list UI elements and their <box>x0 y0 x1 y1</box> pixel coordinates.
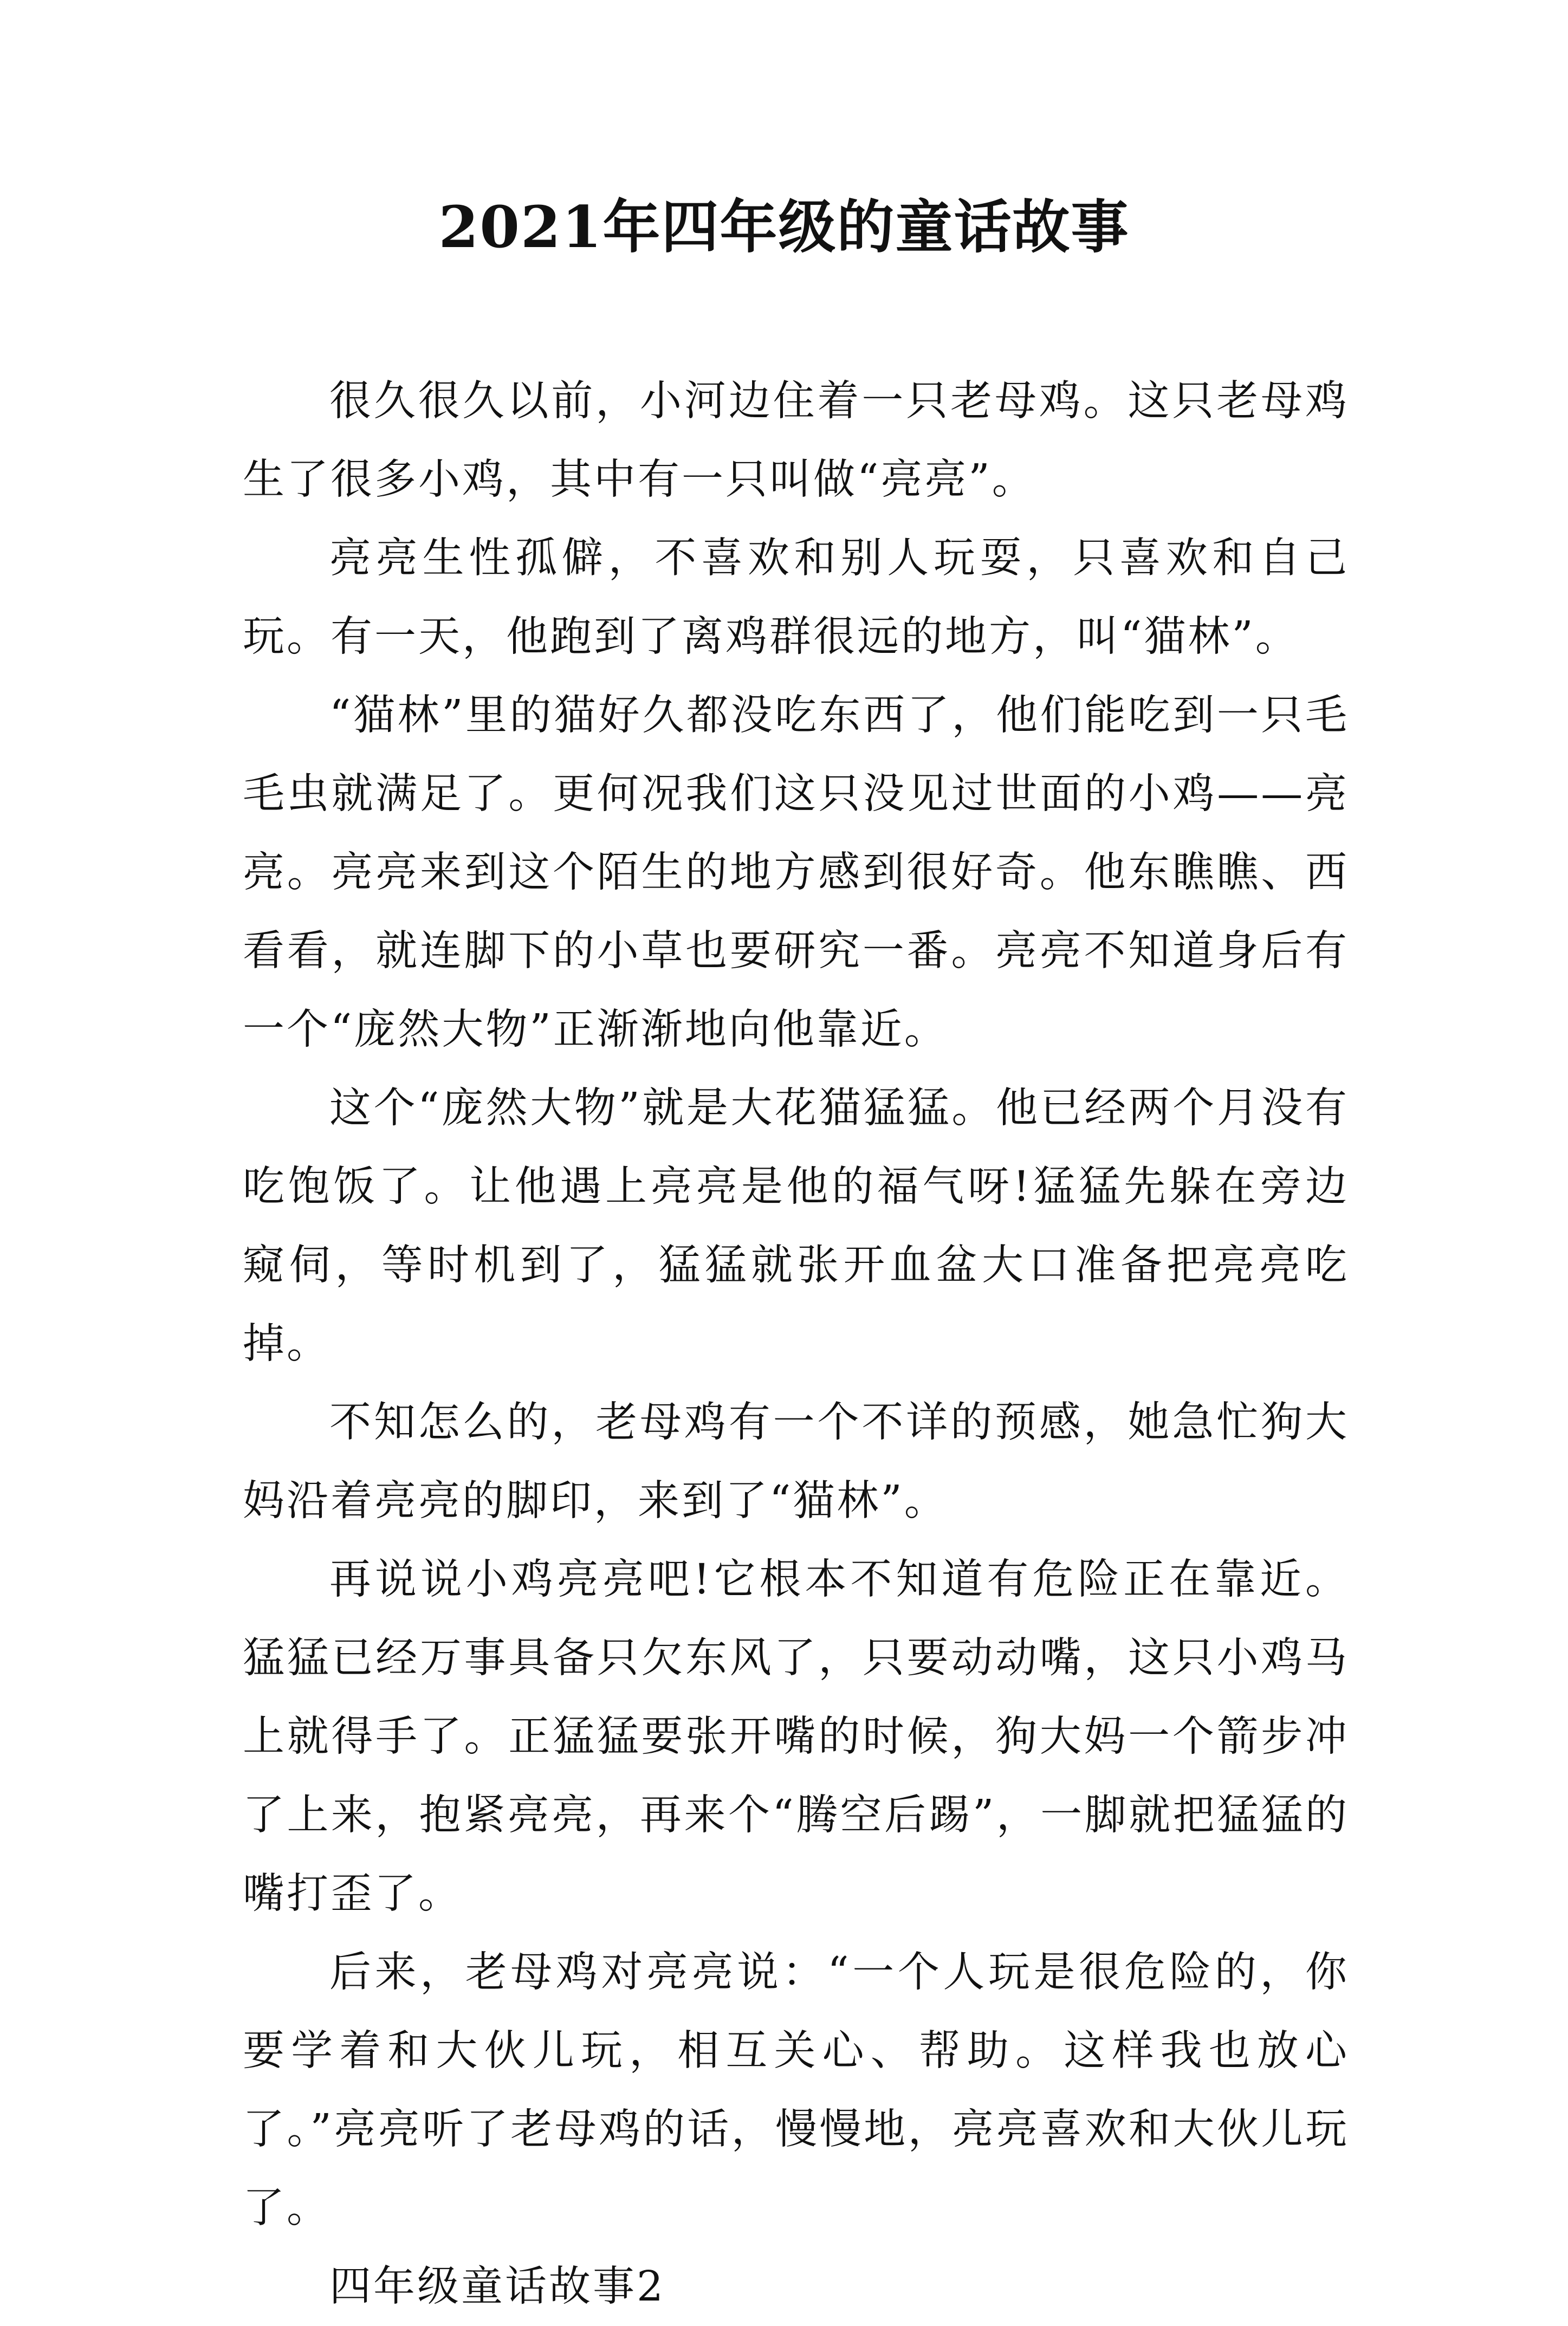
paragraph-3: “猫林”里的猫好久都没吃东西了，他们能吃到一只毛毛虫就满足了。更何况我们这只没见过世面的小鸡——亮亮。亮亮来到这个陌生的地方感到很好奇。他东瞧瞧、西看看，就连脚下的小草也要研究一番。亮亮不知道身后有一个“庞然大物”正渐渐地向他靠近。 <box>243 691 1349 1054</box>
paragraph-5: 不知怎么的，老母鸡有一个不详的预感，她急忙狗大妈沿着亮亮的脚印，来到了“猫林”。 <box>243 1398 1349 1525</box>
paragraph-4: 这个“庞然大物”就是大花猫猛猛。他已经两个月没有吃饱饭了。让他遇上亮亮是他的福气呀!猛猛先躲在旁边窥伺，等时机到了，猛猛就张开血盆大口准备把亮亮吃掉。 <box>243 1084 1349 1368</box>
document-title: 2021年四年级的童话故事 <box>438 193 1130 261</box>
paragraph-6: 再说说小鸡亮亮吧!它根本不知道有危险正在靠近。猛猛已经万事具备只欠东风了，只要动动嘴，这只小鸡马上就得手了。正猛猛要张开嘴的时候，狗大妈一个箭步冲了上来，抱紧亮亮，再来个“腾空后踢”，一脚就把猛猛的嘴打歪了。 <box>243 1556 1349 1918</box>
paragraph-2: 亮亮生性孤僻，不喜欢和别人玩耍，只喜欢和自己玩。有一天，他跑到了离鸡群很远的地方，叫“猫林”。 <box>243 534 1349 661</box>
section-heading: 四年级童话故事2 <box>329 2263 665 2311</box>
document-body <box>243 362 1349 2326</box>
paragraph-1: 很久很久以前，小河边住着一只老母鸡。这只老母鸡生了很多小鸡，其中有一只叫做“亮亮”。 <box>243 377 1349 504</box>
paragraph-7: 后来，老母鸡对亮亮说：“一个人玩是很危险的，你要学着和大伙儿玩，相互关心、帮助。这样我也放心了。”亮亮听了老母鸡的话，慢慢地，亮亮喜欢和大伙儿玩了。 <box>243 1948 1349 2232</box>
